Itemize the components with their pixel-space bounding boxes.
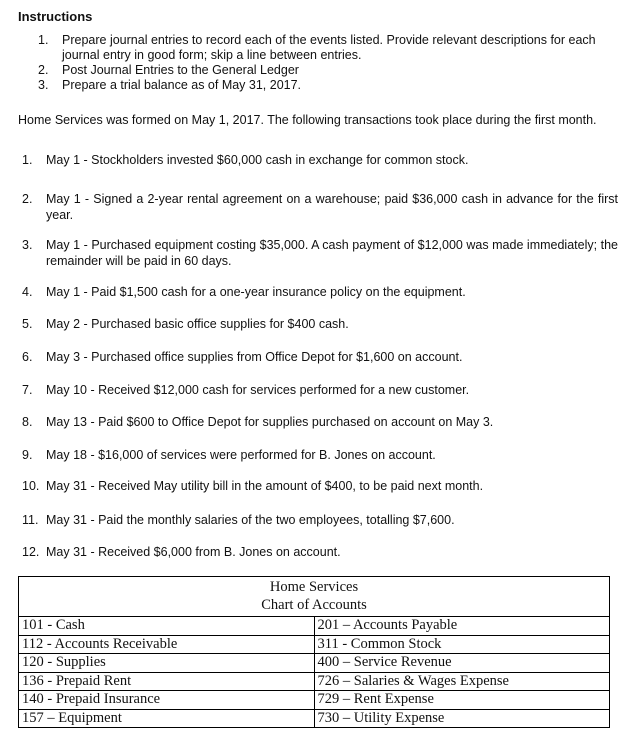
transaction-text: May 31 - Received May utility bill in the amount of $400, to be paid next month. (46, 479, 484, 493)
transaction-text: May 31 - Paid the monthly salaries of the two employees, totalling $7,600. (46, 513, 455, 527)
transaction-text: May 3 - Purchased office supplies from Office Depot for $1,600 on account. (46, 350, 463, 364)
table-row (19, 691, 609, 710)
transaction-item: 10. May 31 - Received May utility bill in the amount of $400, to be paid next month. (18, 478, 618, 494)
account-cell: 730 – Utility Expense (314, 709, 609, 727)
account-cell: 136 - Prepaid Rent (19, 672, 314, 691)
transaction-text: May 18 - $16,000 of services were performed for B. Jones on account. (46, 448, 436, 462)
account-cell: 201 – Accounts Payable (314, 617, 609, 636)
account-cell: 726 – Salaries & Wages Expense (314, 672, 609, 691)
company-name: Home Services (269, 579, 359, 595)
instruction-text: Prepare a trial balance as of May 31, 2017. (62, 78, 302, 92)
transaction-text: May 31 - Received $6,000 from B. Jones on account. (46, 545, 341, 559)
account-cell: 400 – Service Revenue (314, 654, 609, 673)
instruction-text: Post Journal Entries to the General Ledger (62, 63, 299, 77)
intro-paragraph: Home Services was formed on May 1, 2017. The following transactions took place during the first month. (18, 113, 597, 127)
transaction-text: May 2 - Purchased basic office supplies for $400 cash. (46, 317, 349, 331)
table-row (19, 709, 609, 727)
transaction-text: May 13 - Paid $600 to Office Depot for supplies purchased on account on May 3. (46, 415, 494, 429)
account-cell: 140 - Prepaid Insurance (19, 691, 314, 710)
table-row (19, 654, 609, 673)
table-row (19, 672, 609, 691)
transaction-item: 5. May 2 - Purchased basic office supplies for $400 cash. (18, 316, 618, 332)
transaction-item: 6. May 3 - Purchased office supplies from Office Depot for $1,600 on account. (18, 349, 618, 365)
instruction-item: 1. Prepare journal entries to record each of the events listed. Provide relevant descriptions for each journal entry in good form; skip a line between entries. (38, 33, 596, 62)
instructions-list (38, 33, 618, 93)
chart-title: Chart of Accounts (261, 597, 367, 613)
transaction-item: 1. May 1 - Stockholders invested $60,000 cash in exchange for common stock. (18, 152, 618, 168)
table-row (19, 635, 609, 654)
table-row (19, 617, 609, 636)
transaction-text: May 1 - Signed a 2-year rental agreement on a warehouse; paid $36,000 cash in advance for the first year. (46, 192, 618, 222)
instruction-text: Prepare journal entries to record each of the events listed. Provide relevant descriptions for each journal entry in good form; skip a line between entries. (62, 33, 596, 62)
transaction-item: 7. May 10 - Received $12,000 cash for services performed for a new customer. (18, 382, 618, 398)
account-cell: 120 - Supplies (19, 654, 314, 673)
instruction-item: 3. Prepare a trial balance as of May 31, 2017. (38, 78, 302, 92)
transaction-item: 8. May 13 - Paid $600 to Office Depot for supplies purchased on account on May 3. (18, 414, 618, 430)
transaction-text: May 1 - Paid $1,500 cash for a one-year insurance policy on the equipment. (46, 285, 466, 299)
chart-of-accounts-box (18, 576, 610, 728)
chart-of-accounts-title (19, 578, 609, 614)
transaction-text: May 1 - Purchased equipment costing $35,000. A cash payment of $12,000 was made immediately; the remainder will be paid in 60 days. (46, 238, 618, 268)
instruction-item: 2. Post Journal Entries to the General Ledger (38, 63, 299, 77)
transaction-item: 11. May 31 - Paid the monthly salaries of the two employees, totalling $7,600. (18, 512, 618, 528)
transaction-text: May 10 - Received $12,000 cash for services performed for a new customer. (46, 383, 470, 397)
transaction-item: 2. May 1 - Signed a 2-year rental agreement on a warehouse; paid $36,000 cash in advance for the first year. (22, 192, 618, 222)
transaction-item: 12. May 31 - Received $6,000 from B. Jones on account. (18, 544, 618, 560)
account-cell: 157 – Equipment (19, 709, 314, 727)
account-cell: 112 - Accounts Receivable (19, 635, 314, 654)
transaction-item: 3. May 1 - Purchased equipment costing $35,000. A cash payment of $12,000 was made immediately; the remainder will be paid in 60 days. (22, 238, 618, 268)
transaction-text: May 1 - Stockholders invested $60,000 cash in exchange for common stock. (46, 153, 469, 167)
transaction-item: 4. May 1 - Paid $1,500 cash for a one-year insurance policy on the equipment. (18, 284, 618, 300)
account-cell: 729 – Rent Expense (314, 691, 609, 710)
accounts-table (19, 616, 609, 727)
transaction-item: 9. May 18 - $16,000 of services were performed for B. Jones on account. (18, 447, 618, 463)
account-cell: 311 - Common Stock (314, 635, 609, 654)
account-cell: 101 - Cash (19, 617, 314, 636)
instructions-heading: Instructions (18, 9, 93, 24)
